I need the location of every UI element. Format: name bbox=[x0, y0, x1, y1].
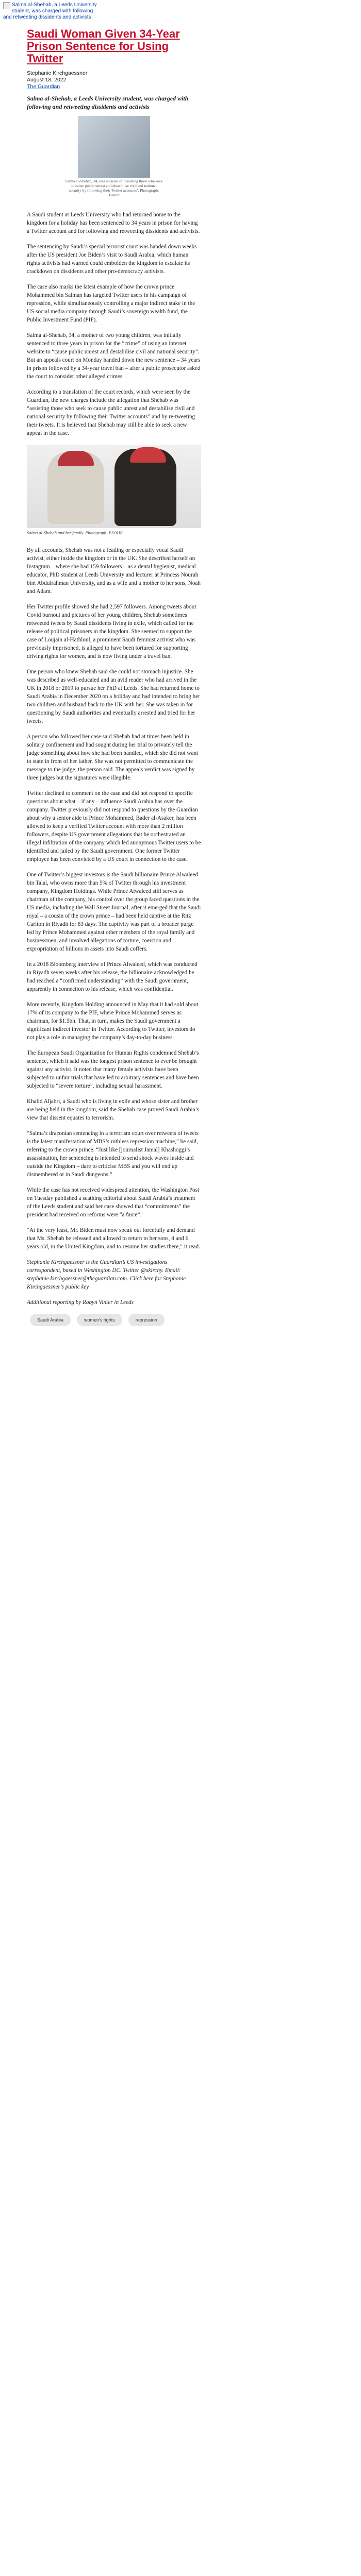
photo-headscarf-right bbox=[130, 447, 166, 463]
paragraph: By all accounts, Shehab was not a leading or especially vocal Saudi activist, either inside the kingdom or in the UK. She described herself on Instagram – where she had 159 followers – as a dental hygienist, medical educator, PhD student at Leeds University and lecturer at Princess Nourah bint Abdulrahman University, and as a wife and a mother to her sons, Noah and Adam. bbox=[27, 547, 201, 595]
author: Stephanie Kirchgaessner bbox=[27, 70, 88, 76]
paragraph: While the case has not received widespread attention, the Washington Post on Tuesday published a scathing editorial about Saudi Arabia’s treatment of the Leeds student and said her case showed that “commitments” the president had received on reforms were “a farce”. bbox=[27, 1187, 200, 1218]
paragraph: A person who followed her case said Shehab had at times been held in solitary confinement and had sought during her trial to privately tell the judge something about how she had been handled, which she did not want to state in front of her father. She was not permitted to communicate the message to the judge, the person said. The appeals verdict was signed by three judges but the signatures were illegible. bbox=[27, 734, 199, 781]
paragraph: More recently, Kingdom Holding announced in May that it had sold about 17% of its company to the PIF, where Prince Mohammed serves as chairman, for $1.5bn. That, in turn, makes the Saudi government a significant indirect investor in Twitter. According to Twitter, investors do not play a role in managing the company’s day-to-day business. bbox=[27, 1002, 199, 1041]
paragraph: In a 2018 Bloomberg interview of Prince Alwaleed, which was conducted in Riyadh seven weeks after his release, the billionaire acknowledged he had reached a “confirmed understanding” with the Saudi government, apparently in connection to his release, which was confidential. bbox=[27, 961, 198, 992]
photo-caption: Salma al-Shehab and her family. Photograph: ESOHR bbox=[27, 530, 123, 535]
paragraph: The sentencing by Saudi’s special terrorist court was handed down weeks after the US president Joe Biden’s visit to Saudi Arabia, which human rights activists had warned could embolden the kingdom to escalate its crackdown on dissidents and other pro-democracy activists. bbox=[27, 244, 197, 275]
paragraph: “Salma’s draconian sentencing in a terrorism court over retweets of tweets is the latest manifestation of MBS’s ruthless repression machine,” he said, referring to the crown prince. “Just like [journalist Jamal] Khashoggi’s assassination, her sentencing is intended to send shock waves inside and outside the Kingdom – dare to criticise MBS and you will end up dismembered or in Saudi dungeons.” bbox=[27, 1130, 199, 1178]
hero-caption: Salma al-Shehab, 34, was accused of ‘assisting those who seek to cause public unrest and destabilise civil and national security by following their Twitter accounts’. Photograph: Twitter bbox=[65, 179, 163, 197]
standfirst: Salma al-Shehab, a Leeds University student, was charged with following and retweeting dissidents and activists bbox=[27, 95, 189, 110]
photo-headscarf-left bbox=[58, 451, 94, 466]
tag-chip[interactable]: women's rights bbox=[77, 1314, 122, 1326]
byline bbox=[27, 70, 201, 90]
paragraph: The case also marks the latest example of how the crown prince Mohammed bin Salman has targeted Twitter users in his campaign of repression, while simultaneously controlling a major indirect stake in the US social media company through Saudi’s sovereign wealth fund, the Public Investment Fund (PIF). bbox=[27, 284, 195, 323]
publish-date: August 18, 2022 bbox=[27, 77, 67, 83]
paragraph: Twitter declined to comment on the case and did not respond to specific questions about what – if any – influence Saudi Arabia has over the company. Twitter previously did not respond to questions by the Guardian about why a senior aide to Prince Mohammed, Bader al-Asaker, has been allowed to keep a verified Twitter account with more than 2 million followers, despite US government allegations that he orchestrated an illegal infiltration of the company which led anonymous Twitter users to be identified and jailed by the Saudi government. One former Twitter employee has been convicted by a US court in connection to the case. bbox=[27, 790, 201, 862]
paragraph: A Saudi student at Leeds University who had returned home to the kingdom for a holiday has been sentenced to 34 years in prison for having a Twitter account and for following and retweeting dissidents and activists. bbox=[27, 212, 200, 234]
source-link[interactable]: The Guardian bbox=[27, 83, 60, 90]
tag-list bbox=[27, 1314, 201, 1330]
paragraph: Salma al-Shehab, 34, a mother of two young children, was initially sentenced to three years in prison for the “crime” of using an internet website to “cause public unrest and destabilise civil and national security”. But an appeals court on Monday handed down the new sentence – 34 years in prison followed by a 34-year travel ban – after a public prosecutor asked the court to consider other alleged crimes. bbox=[27, 332, 201, 380]
thumbnail-alt-text: Salma al-Shehab, a Leeds University student, was charged with following and retweeting dissidents and activists bbox=[3, 2, 97, 20]
paragraph: Her Twitter profile showed she had 2,597 followers. Among tweets about Covid burnout and pictures of her young children, Shehab sometimes retweeted tweets by Saudi dissidents living in exile, which called for the release of political prisoners in the kingdom. She seemed to support the case of Loujain al-Hathloul, a prominent Saudi feminist activist who was previously imprisoned, is alleged to have been tortured for supporting driving rights for women, and is now living under a travel ban. bbox=[27, 604, 196, 659]
paragraph: One person who knew Shehab said she could not stomach injustice. She was described as well-educated and an avid reader who had arrived in the UK in 2018 or 2019 to pursue her PhD at Leeds. She had returned home to Saudi Arabia in December 2020 on a holiday and had intended to bring her two children and husband back to the UK with her. She was taken in for questioning by Saudi authorities and eventually arrested and tried for her tweets. bbox=[27, 669, 200, 724]
additional-reporting: Additional reporting by Robyn Vinter in Leeds bbox=[27, 1299, 134, 1306]
paragraph: The European Saudi Organization for Human Rights condemned Shehab’s sentence, which it said was the longest prison sentence to ever be brought against any activist. It noted that many female activists have been subjected to unfair trials that have led to arbitrary sentences and have been subjected to “severe torture”, including sexual harassment. bbox=[27, 1050, 199, 1089]
broken-image-icon bbox=[3, 2, 10, 9]
tag-chip[interactable]: Saudi Arabia bbox=[30, 1314, 71, 1326]
paragraph: “At the very least, Mr. Biden must now speak out forcefully and demand that Ms. Shehab be released and allowed to return to her sons, 4 and 6 years old, in the United Kingdom, and to resume her studies there,” it read. bbox=[27, 1227, 200, 1250]
article-thumbnail[interactable] bbox=[3, 2, 101, 21]
article-body-part-2 bbox=[27, 546, 201, 1251]
author-bio: Stephanie Kirchgaessner is the Guardian’s US investigations correspondent, based in Washington DC. Twitter @skirchy. Email: stephanie.kirchgaessner@theguardian.com. Click here for Stephanie Kirchgaessner’s public key bbox=[27, 1259, 186, 1290]
article-body-part-1 bbox=[27, 211, 201, 437]
paragraph: According to a translation of the court records, which were seen by the Guardian, the new charges include the allegation that Shehab was “assisting those who seek to cause public unrest and destabilise civil and national security by following their Twitter accounts” and by re-tweeting their tweets. It is believed that Shehab may still be able to seek a new appeal in the case. bbox=[27, 389, 195, 436]
hero-image bbox=[78, 116, 150, 178]
article-title[interactable]: Saudi Woman Given 34-Year Prison Sentence for Using Twitter bbox=[27, 27, 180, 65]
paragraph: Khalid Aljabri, a Saudi who is living in exile and whose sister and brother are being held in the kingdom, said the Shehab case proved Saudi Arabia’s view that dissent equates to terrorism. bbox=[27, 1098, 199, 1121]
article bbox=[27, 28, 201, 1330]
tag-chip[interactable]: repression bbox=[128, 1314, 165, 1326]
family-photo bbox=[27, 445, 201, 528]
paragraph: One of Twitter’s biggest investors is the Saudi billionaire Prince Alwaleed bin Talal, who owns more than 5% of Twitter through his investment company, Kingdom Holdings. While Prince Alwaleed still serves as chairman of the company, his control over the group faced questions in the US media, including the Wall Street Journal, after it emerged that the Saudi royal – a cousin of the crown prince – had been held captive at the Ritz Carlton in Riyadh for 83 days. The captivity was part of a broader purge led by Prince Mohammed against other members of the royal family and businessmen, and involved allegations of torture, coercion and expropriation of billions in assets into Saudi coffers. bbox=[27, 872, 201, 952]
